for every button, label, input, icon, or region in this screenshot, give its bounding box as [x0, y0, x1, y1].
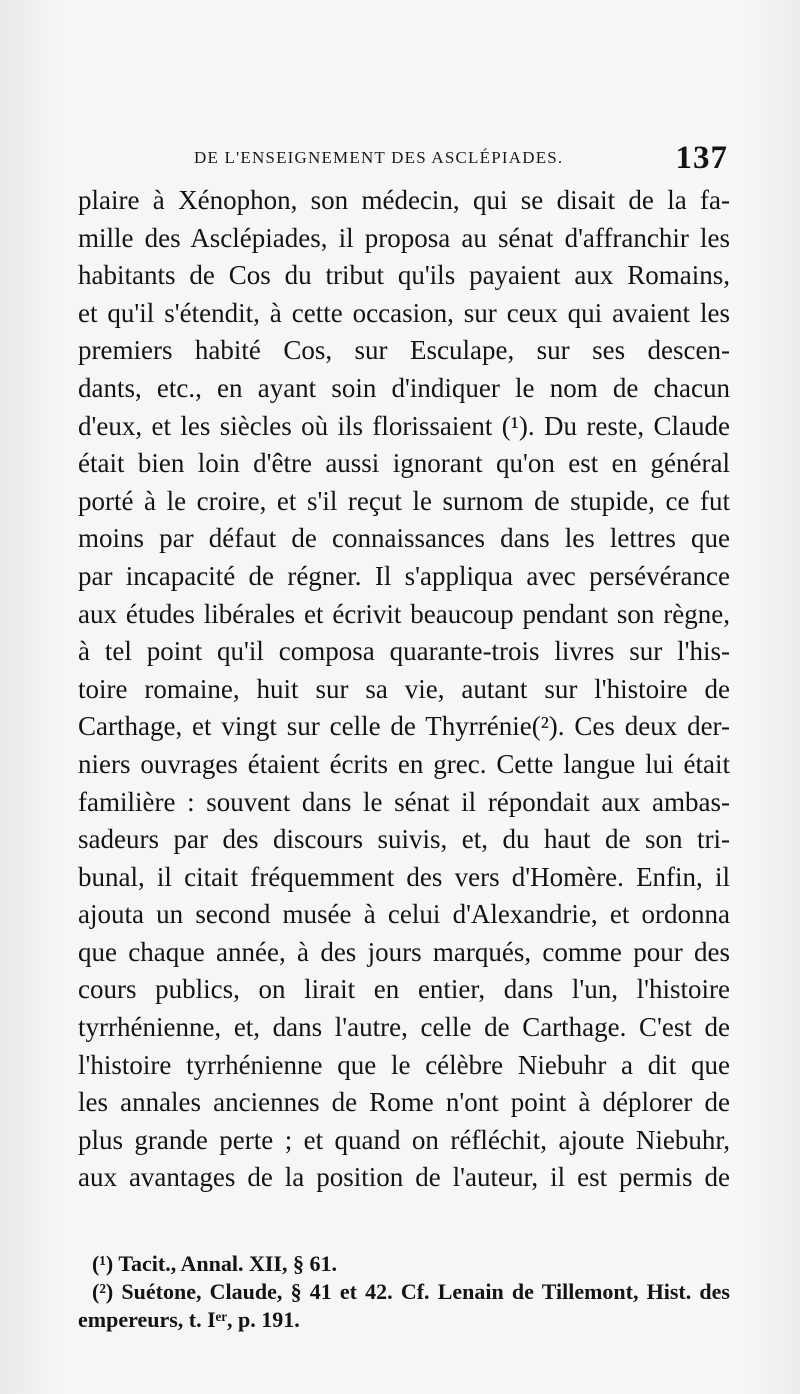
page-header: [76, 140, 728, 180]
text-line: toire romaine, huit sur sa vie, autant sur l'histoire de: [78, 673, 730, 704]
text-line: premiers habité Cos, sur Esculape, sur ses descen-: [78, 335, 730, 366]
text-line: cours publics, on lirait en entier, dans l'un, l'histoire: [78, 974, 730, 1005]
text-line: était bien loin d'être aussi ignorant qu'on est en général: [78, 448, 730, 479]
text-line: plaire à Xénophon, son médecin, qui se disait de la fa-: [78, 185, 730, 215]
footnote-2: (²) Suétone, Claude, § 41 et 42. Cf. Lenain de Tillemont, Hist. des: [92, 1279, 730, 1304]
body-text: [78, 182, 730, 1197]
text-line: d'eux, et les siècles où ils florissaient (¹). Du reste, Claude: [78, 410, 730, 441]
text-line: ajouta un second musée à celui d'Alexandrie, et ordonna: [78, 899, 730, 930]
text-line: porté à le croire, et s'il reçut le surnom de stupide, ce fut: [78, 485, 730, 516]
text-line: et qu'il s'étendit, à cette occasion, sur ceux qui avaient les: [78, 297, 730, 328]
text-line: plus grande perte ; et quand on réfléchit, ajoute Niebuhr,: [78, 1124, 730, 1155]
text-line: dants, etc., en ayant soin d'indiquer le nom de chacun: [78, 372, 730, 403]
running-head: DE L'ENSEIGNEMENT DES ASCLÉPIADES.: [194, 148, 564, 167]
text-line: l'histoire tyrrhénienne que le célèbre Niebuhr a dit que: [78, 1049, 730, 1080]
footnotes: [78, 1250, 730, 1334]
text-line: moins par défaut de connaissances dans les lettres que: [78, 523, 730, 554]
text-line: Carthage, et vingt sur celle de Thyrrénie(²). Ces deux der-: [78, 711, 730, 742]
text-line: bunal, il citait fréquemment des vers d'Homère. Enfin, il: [78, 861, 730, 892]
text-line: familière : souvent dans le sénat il répondait aux ambas-: [78, 786, 730, 817]
text-line: aux avantages de la position de l'auteur, il est permis de: [78, 1162, 730, 1193]
text-line: mille des Asclépiades, il proposa au sénat d'affranchir les: [78, 222, 730, 253]
page-number: 137: [675, 140, 728, 176]
text-line: tyrrhénienne, et, dans l'autre, celle de Carthage. C'est de: [78, 1012, 730, 1043]
footnote-1: (¹) Tacit., Annal. XII, § 61.: [92, 1251, 337, 1276]
text-line: les annales anciennes de Rome n'ont point à déplorer de: [78, 1087, 730, 1118]
text-line: par incapacité de régner. Il s'appliqua avec persévérance: [78, 560, 730, 591]
text-line: niers ouvrages étaient écrits en grec. Cette langue lui était: [78, 748, 730, 779]
text-line: sadeurs par des discours suivis, et, du haut de son tri-: [78, 824, 730, 855]
text-line: aux études libérales et écrivit beaucoup pendant son règne,: [78, 598, 730, 629]
text-line: habitants de Cos du tribut qu'ils payaient aux Romains,: [78, 260, 730, 291]
footnote-2-continued: empereurs, t. Iᵉʳ, p. 191.: [78, 1307, 300, 1332]
text-line: à tel point qu'il composa quarante-trois livres sur l'his-: [78, 636, 730, 667]
text-line: que chaque année, à des jours marqués, comme pour des: [78, 936, 730, 967]
